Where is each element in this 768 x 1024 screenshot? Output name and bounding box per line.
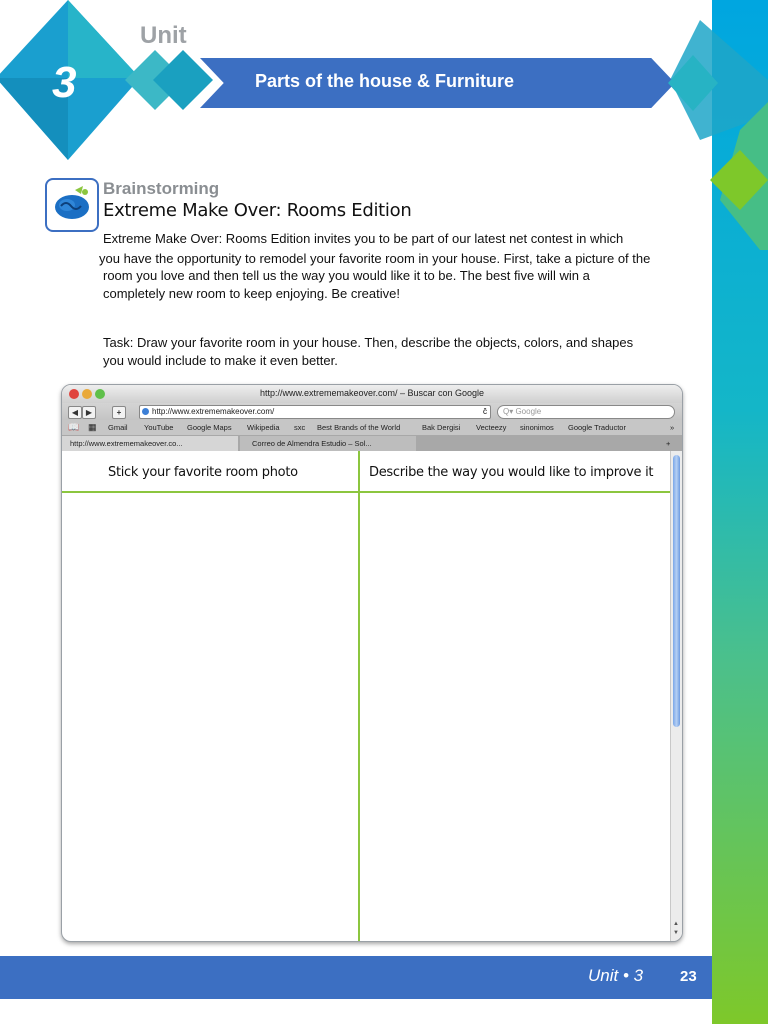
column-header-describe: Describe the way you would like to improve it [369,465,654,480]
window-title: http://www.extrememakeover.com/ – Buscar con Google [259,388,485,398]
bookmark-item[interactable]: sinonimos [520,423,554,432]
bookmark-book-icon[interactable]: 📖 [68,422,80,432]
brain-icon [45,178,99,232]
scrollbar-thumb[interactable] [673,455,680,727]
bookmarks-bar [62,420,682,435]
intro-line-4: completely new room to keep enjoying. Be creative! [103,286,400,301]
unit-diamond-decor [0,0,240,170]
browser-titlebar [62,385,682,403]
section-label: Brainstorming [103,179,220,198]
new-tab-button[interactable]: + [666,439,671,448]
scrollbar[interactable] [670,451,683,941]
search-placeholder: Q▾ Google [503,407,542,416]
url-field[interactable] [139,405,491,419]
bookmark-item[interactable]: Gmail [108,423,128,432]
task-line-1: Task: Draw your favorite room in your house. Then, describe the objects, colors, and shapes [103,335,634,350]
header-divider [62,491,670,493]
bookmark-item[interactable]: Vecteezy [476,423,507,432]
intro-line-1: Extreme Make Over: Rooms Edition invites you to be part of our latest net contest in which [103,231,624,246]
browser-window [61,384,683,942]
banner-end-diamond [668,55,718,111]
bookmark-item[interactable]: Google Maps [187,423,232,432]
url-text: http://www.extrememakeover.com/ [152,407,275,416]
unit-title: Parts of the house & Furniture [255,71,515,91]
column-header-photo: Stick your favorite room photo [108,465,298,480]
column-divider [358,451,360,941]
page-number: 23 [680,968,697,985]
back-button[interactable]: ◀ [68,406,82,419]
add-bookmark-button[interactable]: + [112,406,126,419]
scroll-up-arrow[interactable]: ▲ [673,921,679,927]
search-field[interactable] [497,405,675,419]
bookmark-item[interactable]: Google Traductor [568,423,626,432]
browser-toolbar [62,403,682,420]
unit-number: 3 [52,58,77,107]
bookmark-item[interactable]: YouTube [144,423,174,432]
bookmark-item[interactable]: Best Brands of the World [317,423,401,432]
bookmarks-overflow[interactable]: » [670,423,675,432]
intro-line-3: room you love and then tell us the way you would like it to be. The best five will win a [103,268,590,283]
tab-active[interactable]: http://www.extrememakeover.co... [62,436,238,451]
section-title: Extreme Make Over: Rooms Edition [103,200,412,221]
bookmark-item[interactable]: Bak Dergisi [422,423,461,432]
bookmark-item[interactable]: Wikipedia [247,423,280,432]
tab-inactive[interactable]: Correo de Almendra Estudio – Sol... [240,436,416,451]
task-line-2: you would include to make it even better. [103,353,338,368]
bookmark-item[interactable]: sxc [294,423,306,432]
intro-line-2: you have the opportunity to remodel your favorite room in your house. First, take a picture of the [99,251,651,266]
globe-icon [142,408,149,415]
forward-button[interactable]: ▶ [82,406,96,419]
reload-icon[interactable]: ĉ [483,407,487,416]
unit-label: Unit [140,22,187,49]
footer-unit: Unit • 3 [588,966,644,985]
grid-icon[interactable]: ▦ [88,422,97,432]
tab-bar [62,435,682,451]
scroll-down-arrow[interactable]: ▼ [673,930,679,936]
worksheet-table [62,451,670,941]
task-text [103,334,683,370]
